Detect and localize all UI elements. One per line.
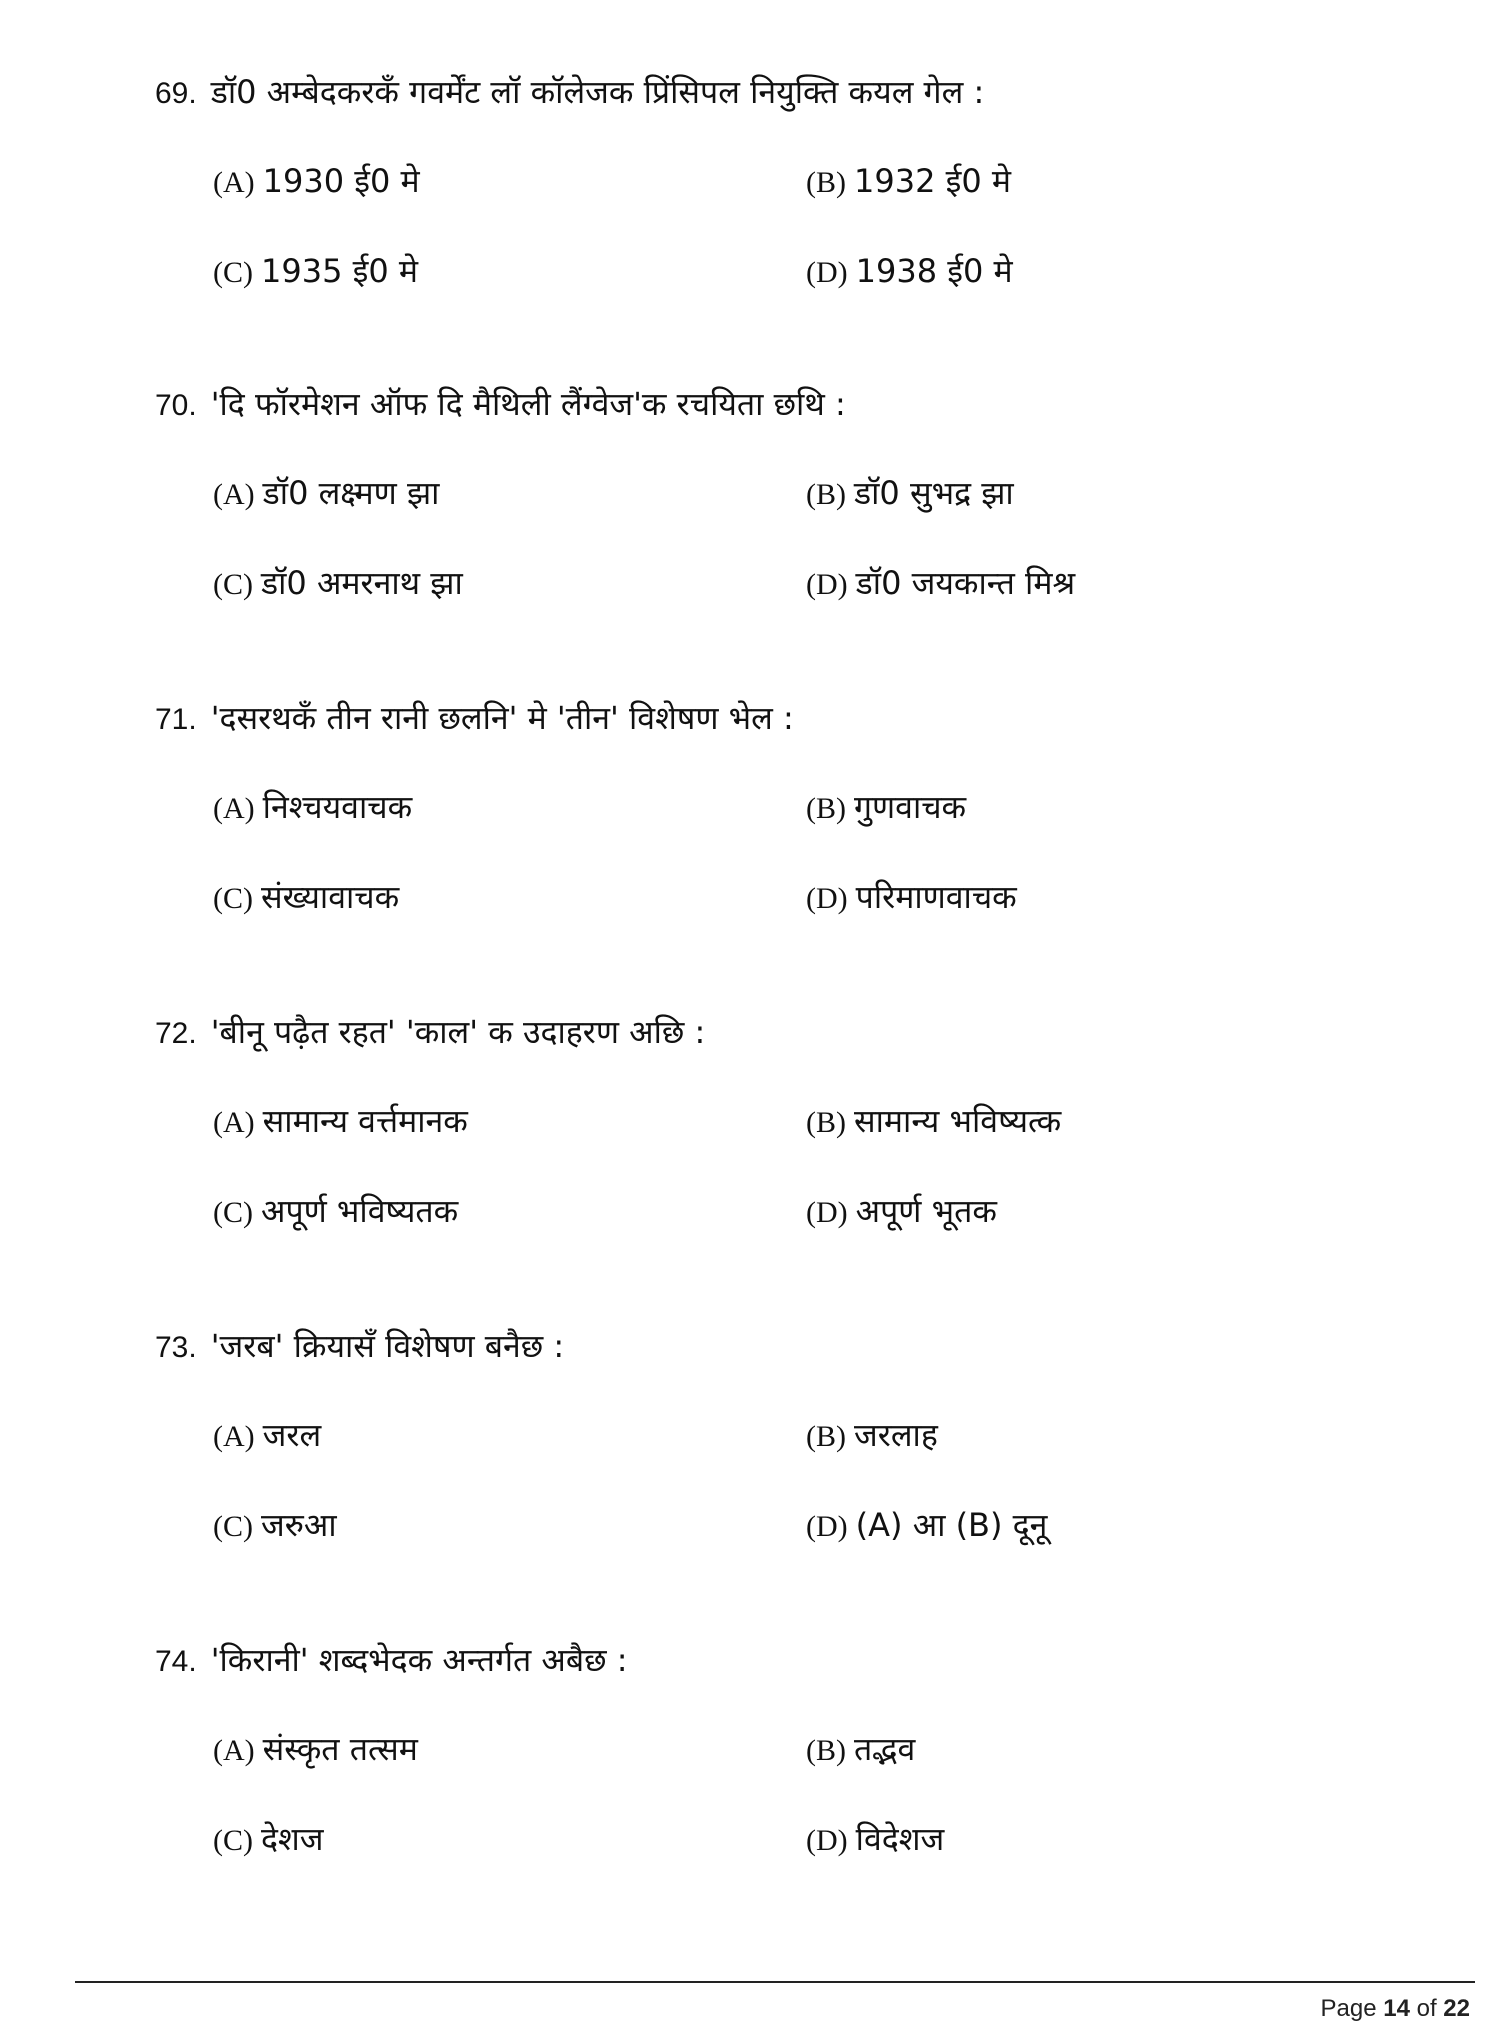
- option-a: [213, 1092, 806, 1150]
- option-label: (C): [213, 1196, 253, 1229]
- option-text: 1932 ई0 मे: [854, 162, 1011, 200]
- option-b: [806, 152, 1399, 210]
- option-label: (D): [806, 568, 848, 601]
- question-number: 74.: [155, 1645, 197, 1678]
- option-label: (C): [213, 882, 253, 915]
- option-label: (B): [806, 166, 846, 199]
- option-a: [213, 1406, 806, 1464]
- option-a: [213, 1720, 806, 1778]
- option-text: डॉ0 अमरनाथ झा: [261, 564, 463, 602]
- question-text: डॉ0 अम्बेदकरकँ गवर्मेंट लॉ कॉलेजक प्रिंसिपल नियुक्ति कयल गेल :: [210, 73, 985, 111]
- option-text: अपूर्ण भविष्यतक: [261, 1192, 459, 1230]
- option-c: [213, 1496, 806, 1554]
- option-b: [806, 1092, 1399, 1150]
- option-label: (D): [806, 1196, 848, 1229]
- option-label: (C): [213, 1510, 253, 1543]
- option-text: (A) आ (B) दूनू: [855, 1506, 1048, 1544]
- option-label: (A): [213, 1106, 255, 1139]
- question-stem: [155, 1316, 1455, 1376]
- option-label: (C): [213, 1824, 253, 1857]
- option-text: डॉ0 जयकान्त मिश्र: [855, 564, 1076, 602]
- option-d: [806, 554, 1399, 612]
- option-label: (A): [213, 478, 255, 511]
- question-number: 73.: [155, 1331, 197, 1364]
- option-text: गुणवाचक: [854, 788, 967, 826]
- options-grid: [213, 1092, 1455, 1240]
- options-grid: [213, 152, 1455, 300]
- question-text: 'दि फॉरमेशन ऑफ दि मैथिली लैंग्वेज'क रचयिता छथि :: [210, 385, 846, 423]
- question-text: 'जरब' क्रियासँ विशेषण बनैछ :: [210, 1327, 565, 1365]
- option-text: विदेशज: [855, 1820, 945, 1858]
- option-c: [213, 1810, 806, 1868]
- question-number: 70.: [155, 389, 197, 422]
- option-text: संस्कृत तत्सम: [262, 1730, 418, 1768]
- option-text: तद्भव: [854, 1730, 916, 1768]
- option-b: [806, 1406, 1399, 1464]
- option-label: (D): [806, 1824, 848, 1857]
- option-label: (D): [806, 882, 848, 915]
- option-d: [806, 1810, 1399, 1868]
- option-label: (B): [806, 1420, 846, 1453]
- option-a: [213, 152, 806, 210]
- option-c: [213, 554, 806, 612]
- option-label: (B): [806, 792, 846, 825]
- option-b: [806, 1720, 1399, 1778]
- footer-divider: [75, 1981, 1475, 1983]
- option-a: [213, 464, 806, 522]
- option-label: (B): [806, 1734, 846, 1767]
- question-text: 'दसरथकँ तीन रानी छलनि' मे 'तीन' विशेषण भेल :: [210, 699, 794, 737]
- question-72: [155, 1002, 1455, 1240]
- option-text: जरल: [262, 1416, 322, 1454]
- option-label: (C): [213, 568, 253, 601]
- option-label: (B): [806, 1106, 846, 1139]
- question-text: 'बीनू पढ़ैत रहत' 'काल' क उदाहरण अछि :: [210, 1013, 706, 1051]
- option-text: जरलाह: [854, 1416, 938, 1454]
- option-d: [806, 1496, 1399, 1554]
- option-text: देशज: [261, 1820, 324, 1858]
- option-label: (A): [213, 792, 255, 825]
- question-number: 72.: [155, 1017, 197, 1050]
- page-total: 22: [1443, 1995, 1470, 2022]
- question-stem: [155, 1630, 1455, 1690]
- page-of: of: [1416, 1995, 1437, 2022]
- option-label: (A): [213, 1734, 255, 1767]
- option-text: जरुआ: [261, 1506, 337, 1544]
- option-text: सामान्य वर्त्तमानक: [262, 1102, 468, 1140]
- option-b: [806, 778, 1399, 836]
- options-grid: [213, 464, 1455, 612]
- option-text: डॉ0 सुभद्र झा: [854, 474, 1014, 512]
- option-text: परिमाणवाचक: [855, 878, 1017, 916]
- options-grid: [213, 778, 1455, 926]
- option-b: [806, 464, 1399, 522]
- option-text: 1935 ई0 मे: [261, 252, 418, 290]
- options-grid: [213, 1406, 1455, 1554]
- question-71: [155, 688, 1455, 926]
- option-label: (A): [213, 1420, 255, 1453]
- option-text: संख्यावाचक: [261, 878, 400, 916]
- option-label: (D): [806, 256, 848, 289]
- question-number: 71.: [155, 703, 197, 736]
- option-text: 1938 ई0 मे: [855, 252, 1013, 290]
- option-text: सामान्य भविष्यत्क: [854, 1102, 1062, 1140]
- question-stem: [155, 62, 1455, 122]
- question-73: [155, 1316, 1455, 1554]
- option-c: [213, 242, 806, 300]
- option-text: 1930 ई0 मे: [262, 162, 420, 200]
- question-stem: [155, 688, 1455, 748]
- option-c: [213, 868, 806, 926]
- option-a: [213, 778, 806, 836]
- option-label: (C): [213, 256, 253, 289]
- question-stem: [155, 1002, 1455, 1062]
- option-text: अपूर्ण भूतक: [855, 1192, 997, 1230]
- page-current: 14: [1383, 1995, 1410, 2022]
- question-70: [155, 374, 1455, 612]
- options-grid: [213, 1720, 1455, 1868]
- option-d: [806, 242, 1399, 300]
- option-text: डॉ0 लक्ष्मण झा: [262, 474, 440, 512]
- question-text: 'किरानी' शब्दभेदक अन्तर्गत अबैछ :: [210, 1641, 628, 1679]
- page-number: [1321, 1991, 1471, 2027]
- option-label: (B): [806, 478, 846, 511]
- option-label: (D): [806, 1510, 848, 1543]
- question-74: [155, 1630, 1455, 1868]
- question-number: 69.: [155, 77, 197, 110]
- option-text: निश्चयवाचक: [262, 788, 413, 826]
- option-d: [806, 1182, 1399, 1240]
- option-c: [213, 1182, 806, 1240]
- question-stem: [155, 374, 1455, 434]
- option-d: [806, 868, 1399, 926]
- question-69: [155, 62, 1455, 300]
- page-prefix: Page: [1320, 1995, 1377, 2022]
- option-label: (A): [213, 166, 255, 199]
